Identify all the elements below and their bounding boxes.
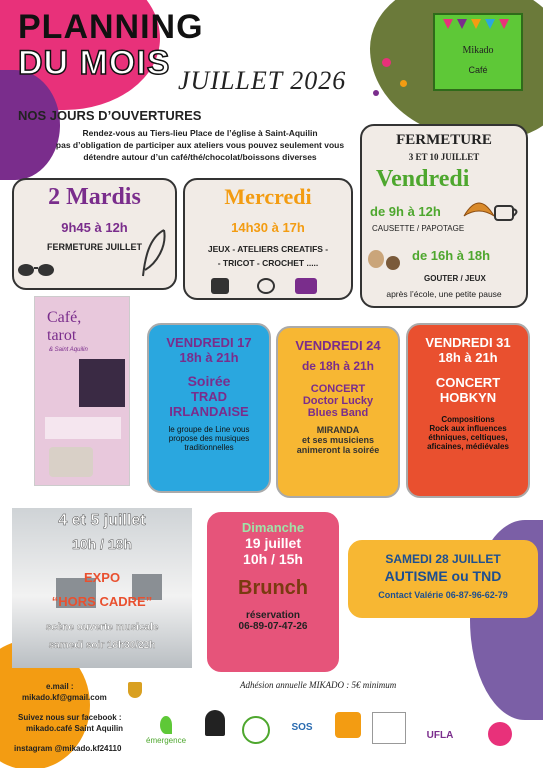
event-title-3: IRLANDAISE [169,404,249,419]
vendredi-morning: de 9h à 12h [370,204,441,219]
tarot-text-block [45,417,121,439]
event-desc-3: animeront la soirée [296,445,380,455]
expo-time: 10h / 18h [72,536,132,552]
vendredi-closure-title: FERMETURE [396,132,492,148]
vendredi-title: Vendredi [376,166,470,192]
event-title-2: TRAD [190,389,228,404]
mardi-note: FERMETURE JUILLET [46,242,142,252]
vendredi-card [360,124,528,308]
event-title-3: Blues Band [307,407,369,419]
mercredi-card [183,178,353,300]
vendredi-closure-dates: 3 ET 10 JUILLET [408,152,480,162]
tarot-line1: Café, [47,309,82,326]
event-date: VENDREDI 17 [166,335,252,350]
sponsor-sos: SOS [291,722,313,733]
sponsor-logo-icon [372,712,406,744]
cards-icon [211,278,229,294]
expo-dates: 4 et 5 juillet [58,512,146,529]
month-label: JUILLET 2026 [178,66,347,95]
membership-note: Adhésion annuelle MIKADO : 5€ minimum [240,680,397,690]
event-date: VENDREDI 31 [425,335,511,350]
sponsor-hat-icon [205,710,225,736]
decor-dot [373,90,379,96]
event-desc-2: propose des musiques [168,434,250,443]
event-time: de 18h à 21h [301,359,375,373]
intro-text: Rendez-vous au Tiers-lieu Place de l’église à Saint-Aquilin pas d’obligation de participer aux ateliers vous pouvez seulement vous détendre autour d’un café/thé/chocolat/boissons diverses [55,128,345,162]
brunch-day: Dimanche [241,520,305,535]
event-card-vendredi-17 [147,323,271,493]
event-desc-3: traditionnelles [184,443,234,452]
autisme-title: AUTISME ou TND [384,568,502,584]
mardi-title: 2 Mardis [48,184,141,210]
dancers-icon [488,722,512,746]
event-date: VENDREDI 24 [295,338,381,353]
brunch-title: Brunch [238,577,308,599]
event-title-2: Doctor Lucky [302,395,374,407]
event-title-1: Soirée [187,373,231,389]
emergence-logo-icon [160,716,172,734]
tarot-line2: tarot [47,327,77,344]
logo-sub: Café [468,65,488,75]
sponsor-emergence: émergence [146,736,187,745]
event-desc-2: et ses musiciens [301,435,375,445]
page-title-line1: PLANNING [18,8,204,46]
section-heading: NOS JOURS D’OUVERTURES [18,108,202,123]
vendredi-afternoon: de 16h à 18h [412,248,491,263]
tarot-tea-image [49,447,93,477]
logo-name: Mikado [462,45,494,56]
event-desc-2: Rock aux influences [429,424,507,433]
tarot-cards-image [79,359,125,407]
decor-dot [400,80,407,87]
page-title-line2: DU MOIS [18,44,171,82]
facebook-link[interactable]: mikado.café Saint Aquilin [26,724,124,733]
event-time: 18h à 21h [179,350,239,365]
sponsor-logo-icon [335,712,361,738]
mercredi-activities-1: JEUX - ATELIERS CREATIFS - [207,244,329,254]
coffee-cup-icon [492,198,522,224]
email-label: e.mail : [46,682,74,691]
event-desc-4: aficaines, médiévales [427,442,509,451]
mardi-time: 9h45 à 12h [61,220,128,235]
sponsor-circle-logo-icon [242,716,270,744]
expo-label: EXPO [83,570,121,585]
sponsor-ufla: UFLA [426,730,454,741]
expo-name: “HORS CADRE” [51,594,153,609]
vendredi-afternoon-note: GOUTER / JEUX [424,274,486,283]
mercredi-time: 14h30 à 17h [231,220,305,235]
event-title-2: HOBKYN [439,390,497,405]
event-title-1: CONCERT [435,375,501,390]
autisme-date: SAMEDI 28 JUILLET [385,552,501,566]
expo-sub-2: samedi soir 18h30/22h [48,640,156,651]
event-desc-1: le groupe de Line vous [168,425,250,434]
cookie-icon [386,256,400,270]
brunch-date: 19 juillet [244,535,302,551]
email-link[interactable]: mikado.kf@gmail.com [22,693,107,702]
expo-panel [12,508,192,668]
feather-icon [139,228,169,278]
expo-sub-1: scène ouverte musicale [45,622,159,633]
sunglasses-icon [16,258,56,280]
craft-box-icon [295,278,317,294]
brunch-card [207,512,339,672]
facebook-label: Suivez nous sur facebook : [18,713,122,722]
brunch-phone: 06-89-07-47-26 [238,621,308,632]
vendredi-afternoon-sub: après l’école, une petite pause [386,289,502,299]
tarot-line3: & Saint Aquilin [49,347,88,353]
decor-dot [382,58,391,67]
event-card-vendredi-31 [406,323,530,498]
event-desc-1: MIRANDA [316,425,360,435]
child-icon [368,250,384,268]
vendredi-morning-note: CAUSETTE / PAPOTAGE [372,224,465,233]
event-card-vendredi-24 [276,326,400,498]
mercredi-title: Mercredi [224,184,312,209]
tarot-poster [34,296,130,486]
brunch-reservation: réservation [246,610,300,621]
yarn-icon [257,278,275,294]
commune-crest-icon [128,682,142,698]
autisme-card [348,540,538,618]
autisme-contact: Contact Valérie 06-87-96-62-79 [378,590,508,600]
instagram-link[interactable]: instagram @mikado.kf24110 [14,744,122,753]
brunch-time: 10h / 15h [243,551,303,567]
event-desc-3: éthniques, celtiques, [428,433,508,442]
croissant-icon [462,196,496,220]
mikado-cafe-logo [433,13,523,91]
mercredi-activities-2: - TRICOT - CROCHET ..... [217,258,319,268]
event-title-1: CONCERT [310,383,366,395]
event-time: 18h à 21h [438,350,498,365]
event-desc-1: Compositions [441,415,495,424]
